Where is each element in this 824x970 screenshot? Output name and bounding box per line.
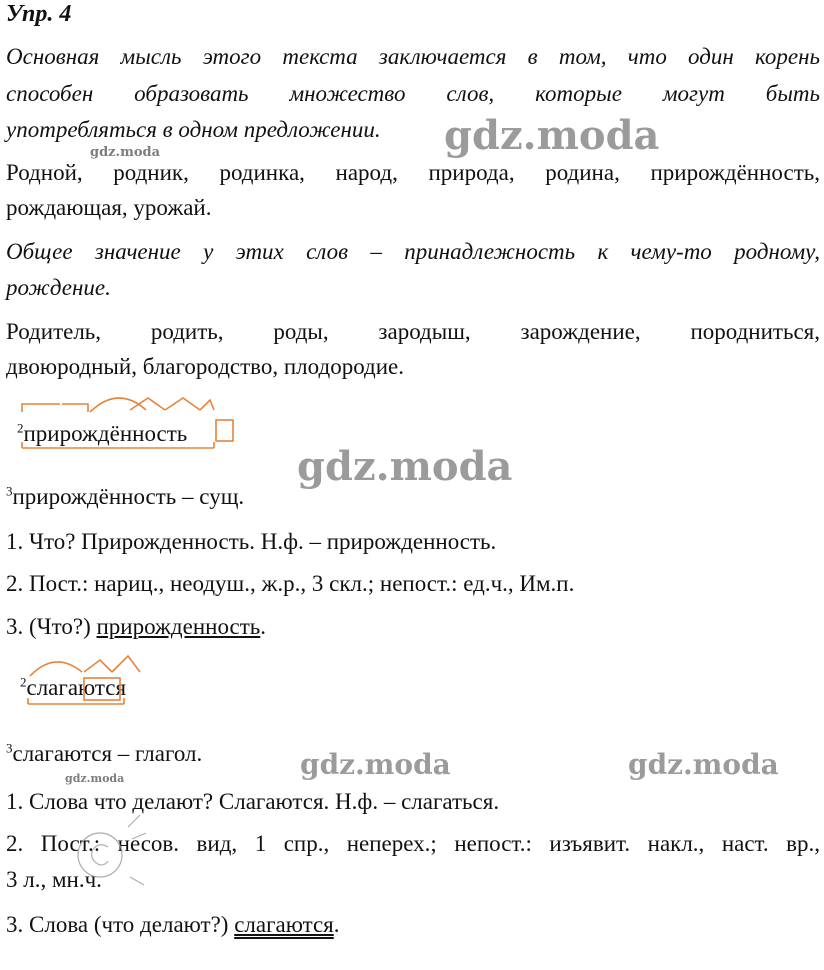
analysis-2-point-1: 1. Слова что делают? Слагаются. Н.ф. – слагаться. xyxy=(6,789,500,814)
analysis-2-head xyxy=(6,742,202,765)
morph-word-2 xyxy=(20,676,126,699)
morph-word-2-index: 2 xyxy=(20,674,27,690)
analysis-2-point-2: 2. Пост.: несов. вид, 1 спр., неперех.; непост.: изъявит. накл., наст. вр., xyxy=(6,831,820,856)
watermark-main-2: gdz.moda xyxy=(297,443,513,490)
words-group1-line-1: Родной, родник, родинка, народ, природа, родина, прирождённость, xyxy=(6,160,820,185)
words-group1-line-2: рождающая, урожай. xyxy=(6,195,212,220)
watermark-main-3: gdz.moda xyxy=(300,748,451,781)
analysis-1-point-3 xyxy=(6,615,266,638)
morph-word-1-index: 2 xyxy=(17,420,24,436)
analysis-1-index: 3 xyxy=(6,483,13,499)
watermark-main-1: gdz.moda xyxy=(444,112,660,159)
meaning-line-2: рождение. xyxy=(6,275,111,300)
analysis-1-head xyxy=(6,485,244,508)
root-arc-2 xyxy=(30,662,82,676)
analysis-1-point-3-suffix: . xyxy=(260,614,267,639)
intro-line-2: способен образовать множество слов, которые могут быть xyxy=(6,81,820,106)
suffix-mark-3 xyxy=(200,400,214,410)
copyright-stamp-icon xyxy=(70,785,162,905)
intro-line-1: Основная мысль этого текста заключается в том, что один корень xyxy=(6,44,820,69)
watermark-small-1: gdz.moda xyxy=(90,145,161,160)
analysis-2-point-2-cont: 3 л., мн.ч. xyxy=(6,867,102,892)
morph-word-1-text: прирождённость xyxy=(23,421,188,446)
analysis-2-head-text: слагаются – глагол. xyxy=(12,741,203,766)
analysis-2-point-3-suffix: . xyxy=(333,912,340,937)
suffix-mark-2 xyxy=(165,398,200,410)
watermark-main-4: gdz.moda xyxy=(628,748,779,781)
suffix-mark-1 xyxy=(130,398,165,410)
words-group2-line-1: Родитель, родить, роды, зародыш, зарождение, породниться, xyxy=(6,319,820,344)
analysis-2-point-3-prefix: 3. Слова (что делают?) xyxy=(6,912,235,937)
analysis-2-index: 3 xyxy=(6,740,13,756)
morph-word-2-text: слагаются xyxy=(26,675,127,700)
intro-line-3: употребляться в одном предложении. xyxy=(6,117,381,142)
meaning-line-1: Общее значение у этих слов – принадлежность к чему-то родному, xyxy=(6,239,820,264)
root-arc-1 xyxy=(90,398,146,412)
prefix-mark-2 xyxy=(62,404,88,412)
analysis-1-point-3-prefix: 3. (Что?) xyxy=(6,614,97,639)
analysis-2-point-3 xyxy=(6,913,340,936)
predicate-underlined: слагаются xyxy=(234,912,334,937)
suffix-mark-5 xyxy=(112,656,140,672)
watermark-small-2: gdz.moda xyxy=(65,772,125,785)
exercise-title: Упр. 4 xyxy=(6,1,72,27)
analysis-1-point-1: 1. Что? Прирожденность. Н.ф. – прирожденность. xyxy=(6,529,497,554)
analysis-1-head-text: прирождённость – сущ. xyxy=(12,484,245,509)
subject-underlined: прирожденность xyxy=(96,614,261,639)
prefix-mark-1 xyxy=(22,404,60,412)
suffix-mark-4 xyxy=(84,660,112,672)
morph-word-1 xyxy=(17,422,187,445)
words-group2-line-2: двоюродный, благородство, плодородие. xyxy=(6,354,405,379)
analysis-1-point-2: 2. Пост.: нариц., неодуш., ж.р., 3 скл.; непост.: ед.ч., Им.п. xyxy=(6,571,575,596)
ending-box-1 xyxy=(216,420,233,441)
